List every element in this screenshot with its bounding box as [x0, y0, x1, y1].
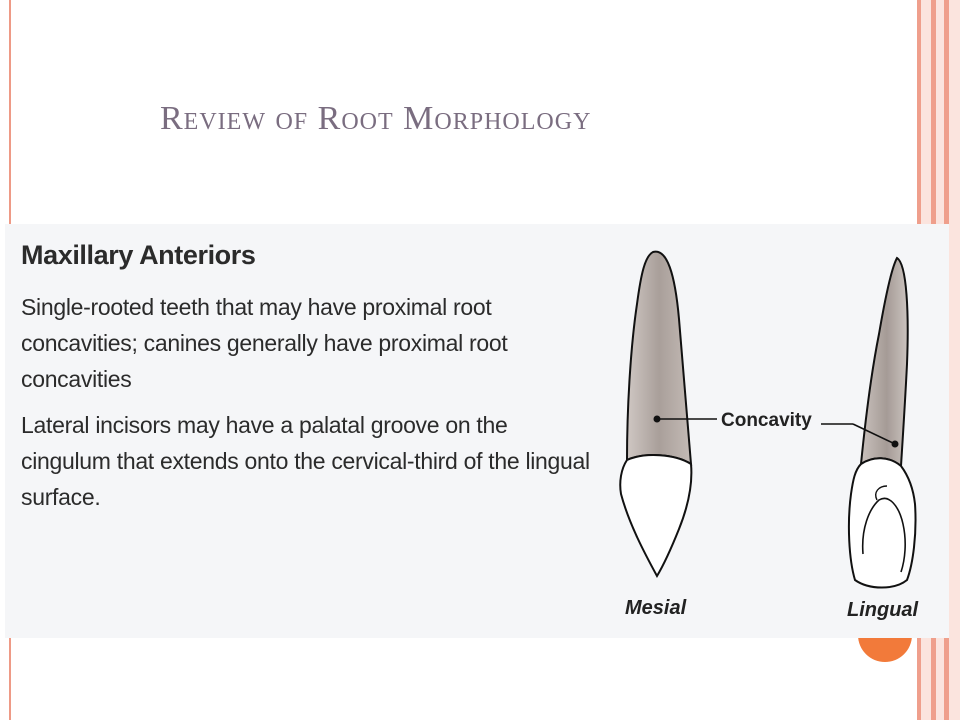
- lingual-crown: [849, 458, 916, 587]
- slide-title: Review of Root Morphology: [160, 100, 592, 137]
- figure-text-block: [21, 240, 591, 525]
- mesial-root: [627, 252, 691, 464]
- lingual-tooth: [849, 258, 916, 588]
- right-border-stripe: [949, 0, 960, 720]
- mesial-label: Mesial: [625, 597, 687, 619]
- figure-paragraph-single-rooted: Single-rooted teeth that may have proximal root concavities; canines generally have proximal root concavities: [21, 294, 508, 392]
- figure-paragraph-lateral-incisors: Lateral incisors may have a palatal groove on the cingulum that extends onto the cervical-third of the lingual surface.: [21, 412, 590, 510]
- lingual-root: [861, 258, 908, 466]
- figure-heading: Maxillary Anteriors: [21, 240, 256, 270]
- lingual-label: Lingual: [847, 599, 919, 621]
- tooth-diagram: [605, 224, 945, 638]
- mesial-tooth: [620, 252, 691, 576]
- mesial-crown: [620, 455, 691, 576]
- root-morphology-figure: [5, 224, 949, 638]
- concavity-label: Concavity: [721, 410, 812, 431]
